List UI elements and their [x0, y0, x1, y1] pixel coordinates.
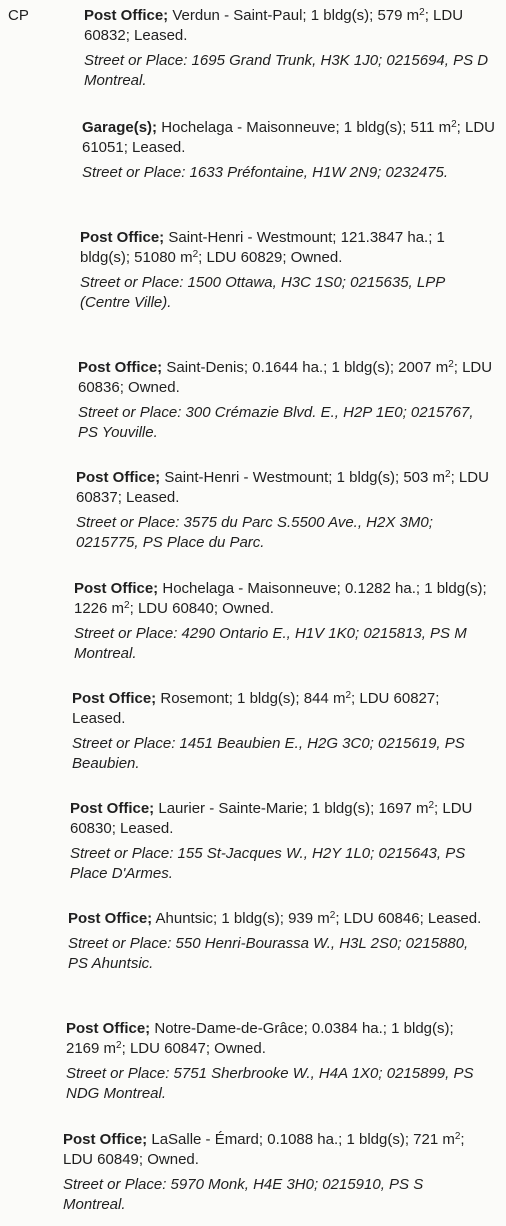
entry-type: Post Office;	[80, 229, 165, 246]
entry-summary	[63, 1130, 478, 1170]
entry-tail: ; LDU 61051; Leased.	[82, 119, 495, 156]
unit-exponent: 2	[329, 910, 336, 921]
list-item	[68, 909, 483, 974]
entry-summary	[70, 799, 485, 839]
entry-details: Ahuntsic; 1 bldg(s); 939 m	[152, 910, 330, 927]
unit-exponent: 2	[451, 119, 457, 130]
unit-exponent: 2	[124, 600, 130, 611]
entry-details: LaSalle - Émard; 0.1088 ha.; 1 bldg(s); 721 m	[147, 1131, 455, 1148]
entry-address: Street or Place: 300 Crémazie Blvd. E., H2P 1E0; 0215767, PS Youville.	[78, 404, 474, 441]
entry-type: Post Office;	[63, 1131, 148, 1148]
entry-details: Saint-Denis; 0.1644 ha.; 1 bldg(s); 2007 m	[162, 359, 449, 376]
entry-type: Post Office;	[72, 690, 157, 707]
entry-details: Laurier - Sainte-Marie; 1 bldg(s); 1697 m	[154, 800, 429, 817]
list-item	[78, 358, 493, 443]
unit-exponent: 2	[419, 7, 425, 18]
entry-address: Street or Place: 1451 Beaubien E., H2G 3C0; 0215619, PS Beaubien.	[72, 735, 465, 772]
entry-tail: ; LDU 60832; Leased.	[84, 7, 464, 44]
entry-address: Street or Place: 550 Henri-Bourassa W., H3L 2S0; 0215880, PS Ahuntsic.	[68, 935, 469, 972]
entry-details: Hochelaga - Maisonneuve; 1 bldg(s); 511 m	[157, 119, 452, 136]
list-item	[80, 228, 495, 313]
entry-type: Garage(s);	[82, 119, 158, 136]
entry-address: Street or Place: 1633 Préfontaine, H1W 2N9; 0232475.	[82, 164, 449, 181]
unit-exponent: 2	[454, 1131, 461, 1142]
unit-exponent: 2	[445, 469, 451, 480]
entry-tail: ; LDU 60840; Owned.	[129, 600, 274, 617]
entry-tail: ; LDU 60846; Leased.	[335, 910, 482, 927]
entry-summary	[68, 909, 483, 929]
entry-details: Verdun - Saint-Paul; 1 bldg(s); 579 m	[168, 7, 420, 24]
entry-tail: ; LDU 60837; Leased.	[76, 469, 489, 506]
list-item	[84, 6, 499, 91]
entry-address: Street or Place: 1695 Grand Trunk, H3K 1J0; 0215694, PS D Montreal.	[84, 52, 489, 89]
entry-type: Post Office;	[76, 469, 161, 486]
list-item	[74, 579, 489, 664]
entry-summary	[66, 1019, 481, 1059]
list-item	[76, 468, 491, 553]
entry-summary	[74, 579, 489, 619]
entry-tail: ; LDU 60847; Owned.	[121, 1040, 266, 1057]
entry-address: Street or Place: 5751 Sherbrooke W., H4A 1X0; 0215899, PS NDG Montreal.	[66, 1065, 474, 1102]
entry-address: Street or Place: 5970 Monk, H4E 3H0; 0215910, PS S Montreal.	[63, 1176, 424, 1213]
unit-exponent: 2	[448, 359, 454, 370]
entry-address: Street or Place: 155 St-Jacques W., H2Y 1L0; 0215643, PS Place D'Armes.	[70, 845, 466, 882]
entry-tail: ; LDU 60849; Owned.	[63, 1131, 465, 1168]
entry-summary	[72, 689, 487, 729]
entry-type: Post Office;	[84, 7, 169, 24]
entry-tail: ; LDU 60830; Leased.	[70, 800, 473, 837]
entry-details: Saint-Henri - Westmount; 121.3847 ha.; 1 bldg(s); 51080 m	[80, 229, 445, 266]
entry-type: Post Office;	[74, 580, 159, 597]
entry-summary	[76, 468, 491, 508]
entry-summary	[78, 358, 493, 398]
unit-exponent: 2	[116, 1040, 122, 1051]
unit-exponent: 2	[345, 690, 352, 701]
entry-address: Street or Place: 1500 Ottawa, H3C 1S0; 0215635, LPP (Centre Ville).	[80, 274, 445, 311]
entry-type: Post Office;	[66, 1020, 151, 1037]
entry-details: Hochelaga - Maisonneuve; 0.1282 ha.; 1 bldg(s); 1226 m	[74, 580, 487, 617]
entry-tail: ; LDU 60827; Leased.	[72, 690, 440, 727]
entry-tail: ; LDU 60829; Owned.	[198, 249, 343, 266]
list-item	[66, 1019, 481, 1104]
entry-address: Street or Place: 3575 du Parc S.5500 Ave., H2X 3M0; 0215775, PS Place du Parc.	[76, 514, 433, 551]
entry-details: Rosemont; 1 bldg(s); 844 m	[156, 690, 346, 707]
entry-tail: ; LDU 60836; Owned.	[78, 359, 493, 396]
entry-details: Saint-Henri - Westmount; 1 bldg(s); 503 m	[160, 469, 446, 486]
entry-address: Street or Place: 4290 Ontario E., H1V 1K0; 0215813, PS M Montreal.	[74, 625, 467, 662]
list-item	[63, 1130, 478, 1215]
list-item	[82, 118, 497, 183]
entry-details: Notre-Dame-de-Grâce; 0.0384 ha.; 1 bldg(s); 2169 m	[66, 1020, 454, 1057]
entry-summary	[80, 228, 495, 268]
unit-exponent: 2	[428, 800, 435, 811]
entry-type: Post Office;	[70, 800, 155, 817]
section-code: CP	[8, 7, 29, 24]
list-item	[72, 689, 487, 774]
entry-summary	[84, 6, 499, 46]
entry-type: Post Office;	[78, 359, 163, 376]
entry-summary	[82, 118, 497, 158]
unit-exponent: 2	[192, 249, 199, 260]
list-item	[70, 799, 485, 884]
entry-type: Post Office;	[68, 910, 153, 927]
